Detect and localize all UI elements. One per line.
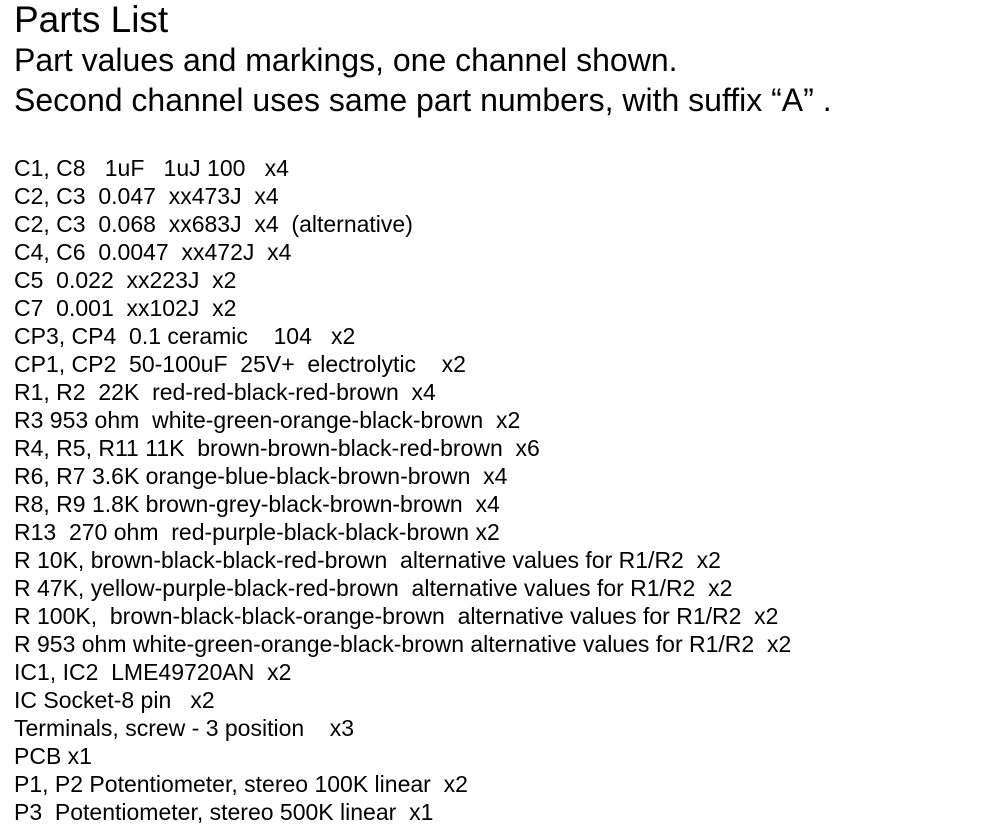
list-item: R8, R9 1.8K brown-grey-black-brown-brown x4 — [14, 491, 500, 517]
list-item: C2, C3 0.047 xx473J x4 — [14, 183, 279, 209]
list-item: R6, R7 3.6K orange-blue-black-brown-brown x4 — [14, 463, 508, 489]
list-item: IC Socket-8 pin x2 — [14, 687, 215, 713]
list-item: R 100K, brown-black-black-orange-brown alternative values for R1/R2 x2 — [14, 603, 779, 629]
list-item: R 47K, yellow-purple-black-red-brown alternative values for R1/R2 x2 — [14, 575, 733, 601]
list-item: CP1, CP2 50-100uF 25V+ electrolytic x2 — [14, 351, 466, 377]
list-item: C4, C6 0.0047 xx472J x4 — [14, 239, 292, 265]
subtitle-line-2: Second channel uses same part numbers, with suffix “A” . — [14, 82, 832, 118]
list-item: C2, C3 0.068 xx683J x4 (alternative) — [14, 211, 413, 237]
list-item: C5 0.022 xx223J x2 — [14, 267, 237, 293]
list-item: R4, R5, R11 11K brown-brown-black-red-brown x6 — [14, 435, 540, 461]
subtitle-line-1: Part values and markings, one channel shown. — [14, 42, 678, 78]
list-item: IC1, IC2 LME49720AN x2 — [14, 659, 292, 685]
list-item: C1, C8 1uF 1uJ 100 x4 — [14, 155, 289, 181]
document-page — [14, 0, 994, 825]
list-item: R1, R2 22K red-red-black-red-brown x4 — [14, 379, 436, 405]
list-item: C7 0.001 xx102J x2 — [14, 295, 237, 321]
list-item: R13 270 ohm red-purple-black-black-brown x2 — [14, 519, 500, 545]
parts-list — [14, 154, 791, 826]
page-title: Parts List — [14, 0, 169, 40]
list-item: PCB x1 — [14, 743, 92, 769]
list-item: R 953 ohm white-green-orange-black-brown alternative values for R1/R2 x2 — [14, 631, 792, 657]
list-item: R3 953 ohm white-green-orange-black-brown x2 — [14, 407, 521, 433]
list-item: CP3, CP4 0.1 ceramic 104 x2 — [14, 323, 356, 349]
list-item: Terminals, screw - 3 position x3 — [14, 715, 355, 741]
list-item: P1, P2 Potentiometer, stereo 100K linear x2 — [14, 771, 468, 797]
list-item: P3 Potentiometer, stereo 500K linear x1 — [14, 799, 434, 825]
list-item: R 10K, brown-black-black-red-brown alternative values for R1/R2 x2 — [14, 547, 721, 573]
